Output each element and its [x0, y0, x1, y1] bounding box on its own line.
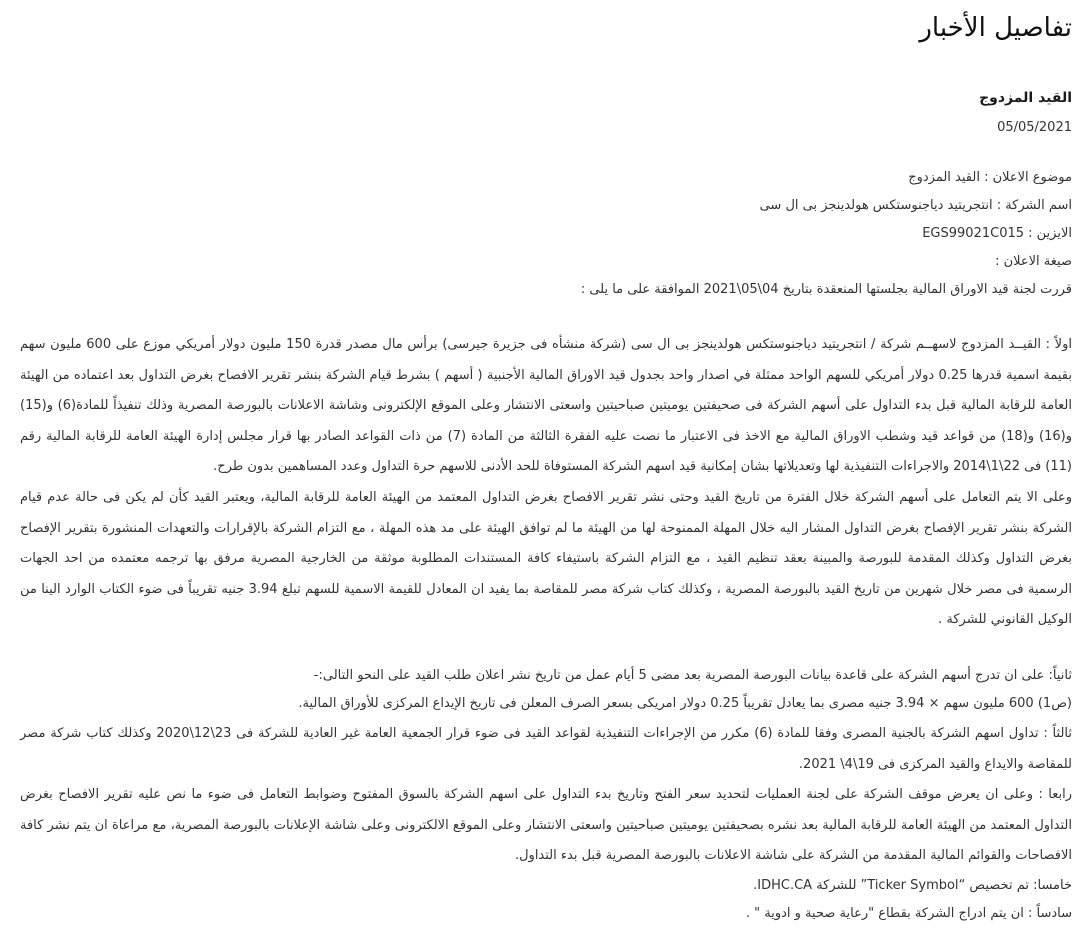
clause-sixth: سادساً : ان يتم ادراج الشركة بقطاع "رعاية صحية و ادوية " .: [745, 906, 1072, 922]
clause-fourth: رابعا : وعلى ان يعرض موقف الشركة على لجنة العمليات لتحديد سعر الفتح وتاريخ بدء التداول على اسهم الشركة بالسوق المفتوح وضوابط التعامل فى ضوء ما نص عليه تقرير الافصاح بغرض التداول المعتمد من الهيئة العامة للرقابة المالية بعد نشره بصحيفتين يوميتين صباحيتين واسعتى الانتشار وعلى الموقع الالكترونى وعلى شاشة الإعلانات بالبورصة المصرية، مع مراعاة ان يتم نشر كافة الافصاحات والقوائم المالية المقدمة من الشركة على شاشة الاعلانات بالبورصة المصرية قبل بدء التداول.: [20, 787, 1072, 864]
announcement-format: صيغة الاعلان :: [995, 254, 1072, 269]
news-title: القيد المزدوج: [979, 90, 1072, 106]
committee-decision-intro: قررت لجنة قيد الاوراق المالية بجلستها المنعقدة بتاريخ 04\05\2021 الموافقة على ما يلى :: [580, 282, 1072, 297]
clause-fifth: خامسا: تم تخصيص “Ticker Symbol” للشركة IDHC.CA.: [753, 877, 1072, 893]
spacer: [20, 636, 1072, 662]
announcement-subject: موضوع الاعلان : القيد المزدوج: [908, 170, 1072, 185]
clause-first: اولاً : القيــد المزدوج لاسهــم شركة / انتجريتيد دياجنوستكس هولدينجز بى ال سى (شركة منشأه فى جزيرة جيرسى) برأس مال مصدر قدرة 150 مليون دولار أمريكي موزع على 600 مليون سهم بقيمة اسمية قدرها 0.25 دولار أمريكي للسهم الواحد ممثلة في اصدار واحد بجدول قيد الاوراق المالية الأجنبية ( أسهم ) بشرط قيام الشركة بنشر تقرير الافصاح بغرض التداول بعد اعتماده من الهيئة العامة للرقابة المالية قبل بدء التداول على أسهم الشركة فى صحيفتين يوميتين صباحيتين واسعتى الانتشار وعلى الموقع الإلكترونى وشاشة الاعلانات بالبورصة المصرية وذلك تنفيذاً للمادة(6) و(15) و(16) و(18) من قواعد قيد وشطب الاوراق المالية مع الاخذ فى الاعتبار ما نصت عليه الفقرة الثالثة من المادة (7) من ذات القواعد الصادر بها قرار مجلس إدارة الهيئة العامة للرقابة المالية رقم (11) فى 22\1\2014 والاجراءات التنفيذية لها وتعديلاتها بشان إمكانية قيد اسهم الشركة المستوفاة للحد الأدنى للاسهم حرة التداول وعدد المساهمين بدون طرح.: [20, 337, 1073, 475]
isin-code: الايزين : EGS99021C015: [922, 226, 1072, 241]
listing-formula: (ص1) 600 مليون سهم × 3.94 جنيه مصرى بما يعادل تقريباً 0.25 دولار امريكى بسعر الصرف المعلن فى تاريخ الإيداع المركزى للأوراق المالية.: [298, 696, 1072, 712]
clause-third: ثالثاً : تداول اسهم الشركة بالجنية المصرى وفقا للمادة (6) مكرر من الإجراءات التنفيذية لقواعد القيد فى ضوء قرار الجمعية العامة غير العادية للشركة فى 23\12\2020 وكذلك كتاب شركة مصر للمقاصة والايداع والقيد المركزى فى 19\4\ 2021.: [20, 725, 1072, 772]
clause-first-continued: وعلى الا يتم التعامل على أسهم الشركة خلال الفترة من تاريخ القيد وحتى نشر تقرير الافصاح بغرض التداول المعتمد من الهيئة العامة للرقابة المالية، ويعتبر القيد كأن لم يكن فى حالة عدم قيام الشركة بنشر تقرير الإفصاح بغرض التداول المشار اليه خلال المهلة الممنوحة لها من الهيئة ما لم توافق الهيئة على مد هذه المهلة ، مع التزام الشركة بالإقرارات والتعهدات المنشورة بتقرير الإفصاح بغرض التداول وكذلك المقدمة للبورصة والمبينة بعقد تنظيم القيد ، مع التزام الشركة باستيفاء كافة المستندات المطلوبة موثقة من الخارجية المصرية مرفق بها ترجمه معتمده من احد الجهات الرسمية فى مصر خلال شهرين من تاريخ القيد بالبورصة المصرية ، وكذلك كتاب شركة مصر للمقاصة بما يفيد ان المعادل للقيمة الاسمية للسهم تبلغ 3.94 جنيه تقريباً فى ضوء الكتاب الوارد الينا من الوكيل القانوني للشركة .: [20, 489, 1072, 628]
clause-second: ثانياً: على ان تدرج أسهم الشركة على قاعدة بيانات البورصة المصرية بعد مضى 5 أيام عمل من تاريخ نشر اعلان طلب القيد على النحو التالى:-: [313, 667, 1072, 683]
news-date: 05/05/2021: [997, 120, 1072, 135]
company-name: اسم الشركة : انتجريتيد دياجنوستكس هولدينجز بى ال سى: [759, 198, 1072, 213]
spacer: [20, 304, 1072, 330]
page-title: تفاصيل الأخبار: [919, 13, 1072, 43]
